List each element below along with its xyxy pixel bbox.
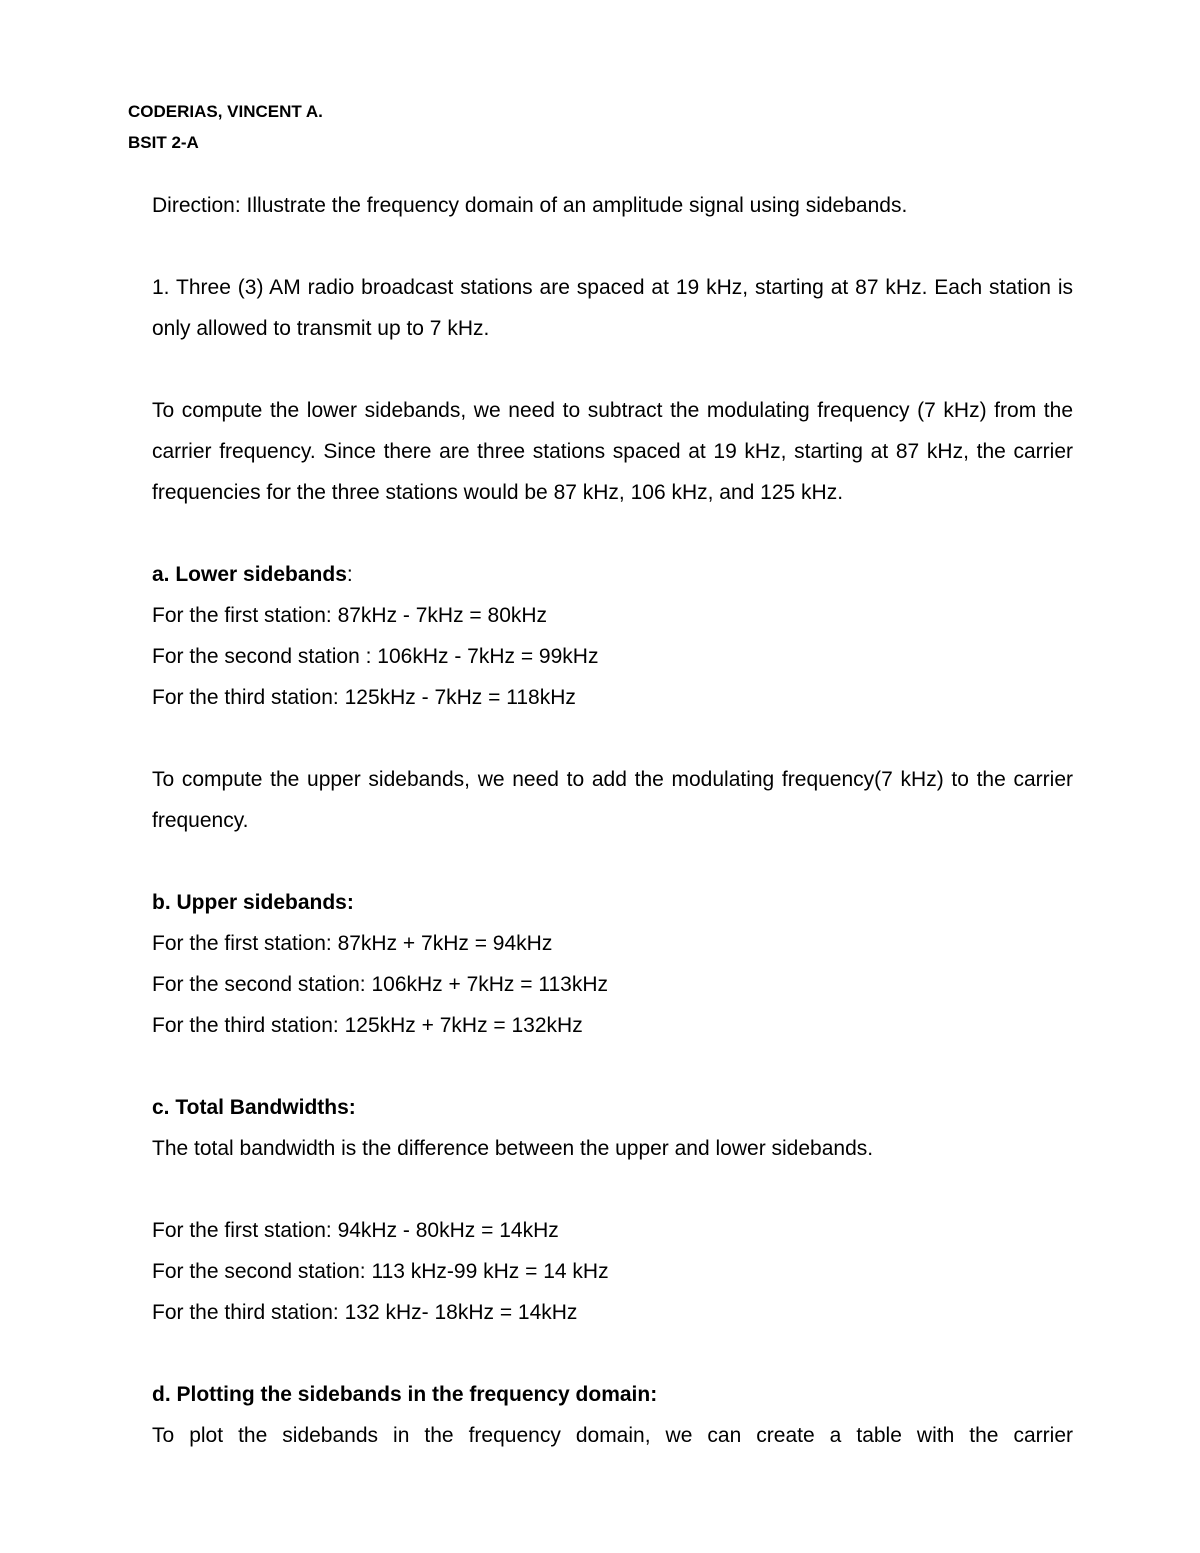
- total-bandwidth-line: For the second station: 113 kHz-99 kHz = 14 kHz: [152, 1260, 609, 1283]
- direction-text: Direction: Illustrate the frequency domain of an amplitude signal using sidebands.: [152, 194, 908, 217]
- total-bandwidth-line: For the first station: 94kHz - 80kHz = 14kHz: [152, 1219, 559, 1242]
- total-bandwidths-heading: c. Total Bandwidths:: [152, 1096, 356, 1119]
- student-name: CODERIAS, VINCENT A.: [128, 102, 323, 121]
- lower-sideband-line: For the third station: 125kHz - 7kHz = 118kHz: [152, 686, 576, 709]
- total-bandwidth-line: For the third station: 132 kHz- 18kHz = 14kHz: [152, 1301, 578, 1324]
- lower-sideband-line: For the second station : 106kHz - 7kHz = 99kHz: [152, 645, 599, 668]
- document-body: [152, 185, 1073, 1456]
- upper-sideband-intro: To compute the upper sidebands, we need to add the modulating frequency(7 kHz) to the carrier frequency.: [152, 768, 1073, 832]
- plotting-heading: d. Plotting the sidebands in the frequency domain:: [152, 1383, 658, 1406]
- upper-sideband-line: For the first station: 87kHz + 7kHz = 94kHz: [152, 932, 553, 955]
- lower-sideband-intro: To compute the lower sidebands, we need to subtract the modulating frequency (7 kHz) from the carrier frequency. Since there are three stations spaced at 19 kHz, starting at 87 kHz, the carrier frequencies for the three stations would be 87 kHz, 106 kHz, and 125 kHz.: [152, 399, 1073, 504]
- plotting-intro: To plot the sidebands in the frequency domain, we can create a table with the carrier: [152, 1424, 1073, 1447]
- lower-sidebands-heading: a. Lower sidebands: [152, 563, 347, 586]
- total-bandwidth-intro: The total bandwidth is the difference between the upper and lower sidebands.: [152, 1137, 874, 1160]
- upper-sidebands-heading: b. Upper sidebands:: [152, 891, 354, 914]
- problem-statement: 1. Three (3) AM radio broadcast stations are spaced at 19 kHz, starting at 87 kHz. Each station is only allowed to transmit up to 7 kHz.: [152, 276, 1073, 340]
- lower-sidebands-heading-suffix: :: [346, 563, 353, 586]
- student-section: BSIT 2-A: [128, 133, 199, 152]
- upper-sideband-line: For the second station: 106kHz + 7kHz = 113kHz: [152, 973, 609, 996]
- document-header: [128, 96, 323, 158]
- upper-sideband-line: For the third station: 125kHz + 7kHz = 132kHz: [152, 1014, 583, 1037]
- lower-sideband-line: For the first station: 87kHz - 7kHz = 80kHz: [152, 604, 548, 627]
- lower-sidebands-heading-line: [152, 554, 1073, 595]
